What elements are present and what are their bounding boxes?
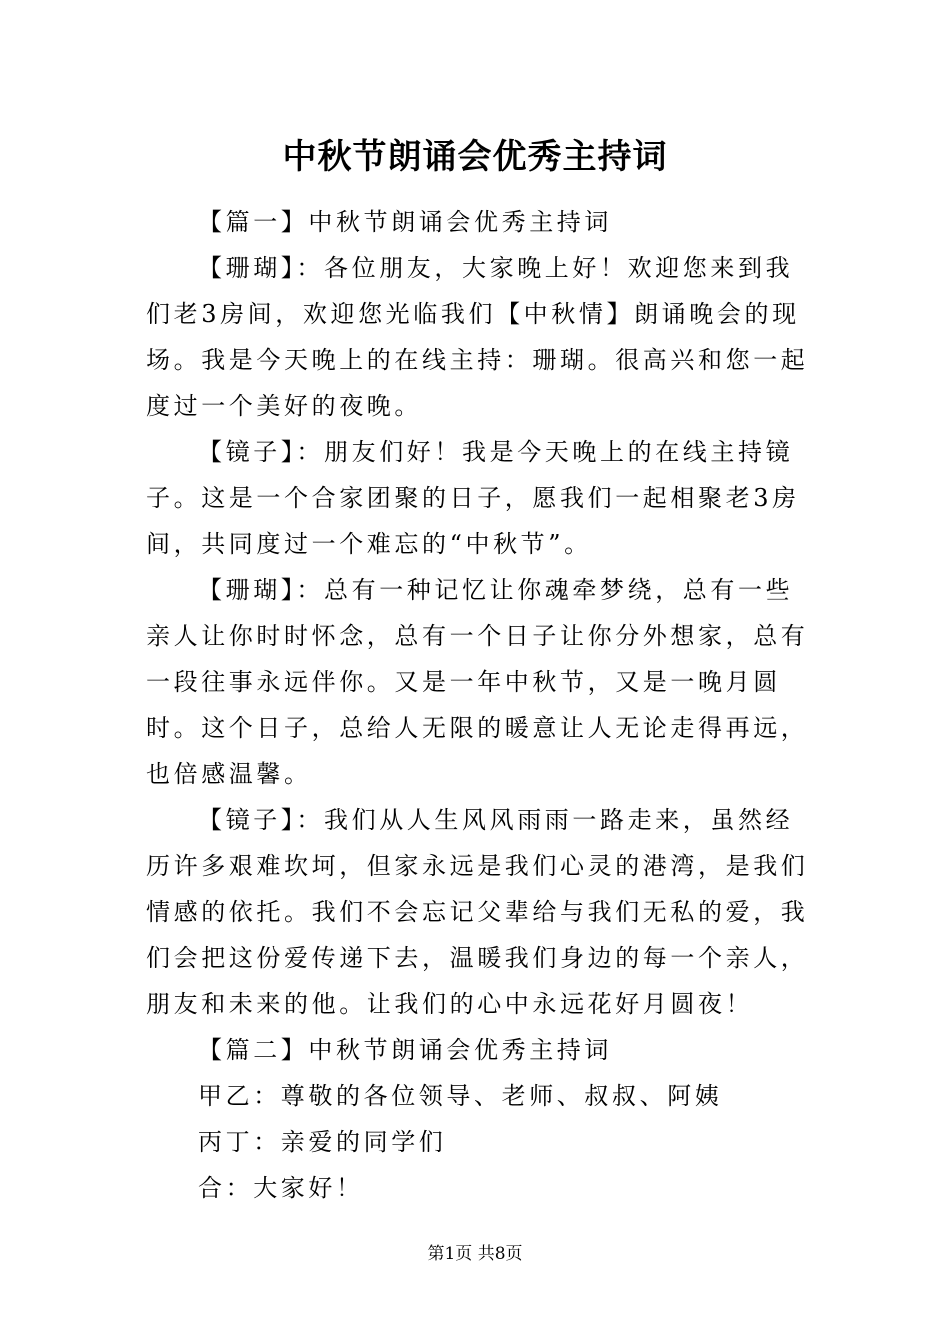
paragraph-section-two-heading: 【篇二】中秋节朗诵会优秀主持词: [198, 1036, 612, 1064]
document-body: [146, 199, 814, 1211]
paragraph-jingzi-opening: 【镜子】：朋友们好！我是今天晚上的在线主持镜子。这是一个合家团聚的日子，愿我们一起相聚老3房间，共同度过一个难忘的“中秋节”。: [146, 438, 800, 558]
paragraph-section-one-heading: 【篇一】中秋节朗诵会优秀主持词: [198, 208, 612, 236]
paragraph-jiayi-greeting: 甲乙：尊敬的各位领导、老师、叔叔、阿姨: [198, 1082, 723, 1110]
paragraph-shanhu-opening: 【珊瑚】：各位朋友，大家晚上好！欢迎您来到我们老3房间，欢迎您光临我们【中秋情】朗诵晚会的现场。我是今天晚上的在线主持：珊瑚。很高兴和您一起度过一个美好的夜晚。: [146, 254, 809, 420]
paragraph-jingzi-family: 【镜子】：我们从人生风风雨雨一路走来，虽然经历许多艰难坎坷，但家永远是我们心灵的港湾，是我们情感的依托。我们不会忘记父辈给与我们无私的爱，我们会把这份爱传递下去，温暖我们身边的每一个亲人，朋友和未来的他。让我们的心中永远花好月圆夜！: [146, 806, 809, 1018]
document-title: 中秋节朗诵会优秀主持词: [282, 137, 668, 177]
paragraph-bingding-greeting: 丙丁：亲爱的同学们: [198, 1128, 447, 1156]
paragraph-shanhu-memory: 【珊瑚】：总有一种记忆让你魂牵梦绕，总有一些亲人让你时时怀念，总有一个日子让你分外想家，总有一段往事永远伴你。又是一年中秋节，又是一晚月圆时。这个日子，总给人无限的暖意让人无论走得再远，也倍感温馨。: [146, 576, 809, 788]
page-footer: 第1页 共8页: [427, 1244, 523, 1264]
paragraph-together-greeting: 合：大家好！: [198, 1174, 364, 1202]
